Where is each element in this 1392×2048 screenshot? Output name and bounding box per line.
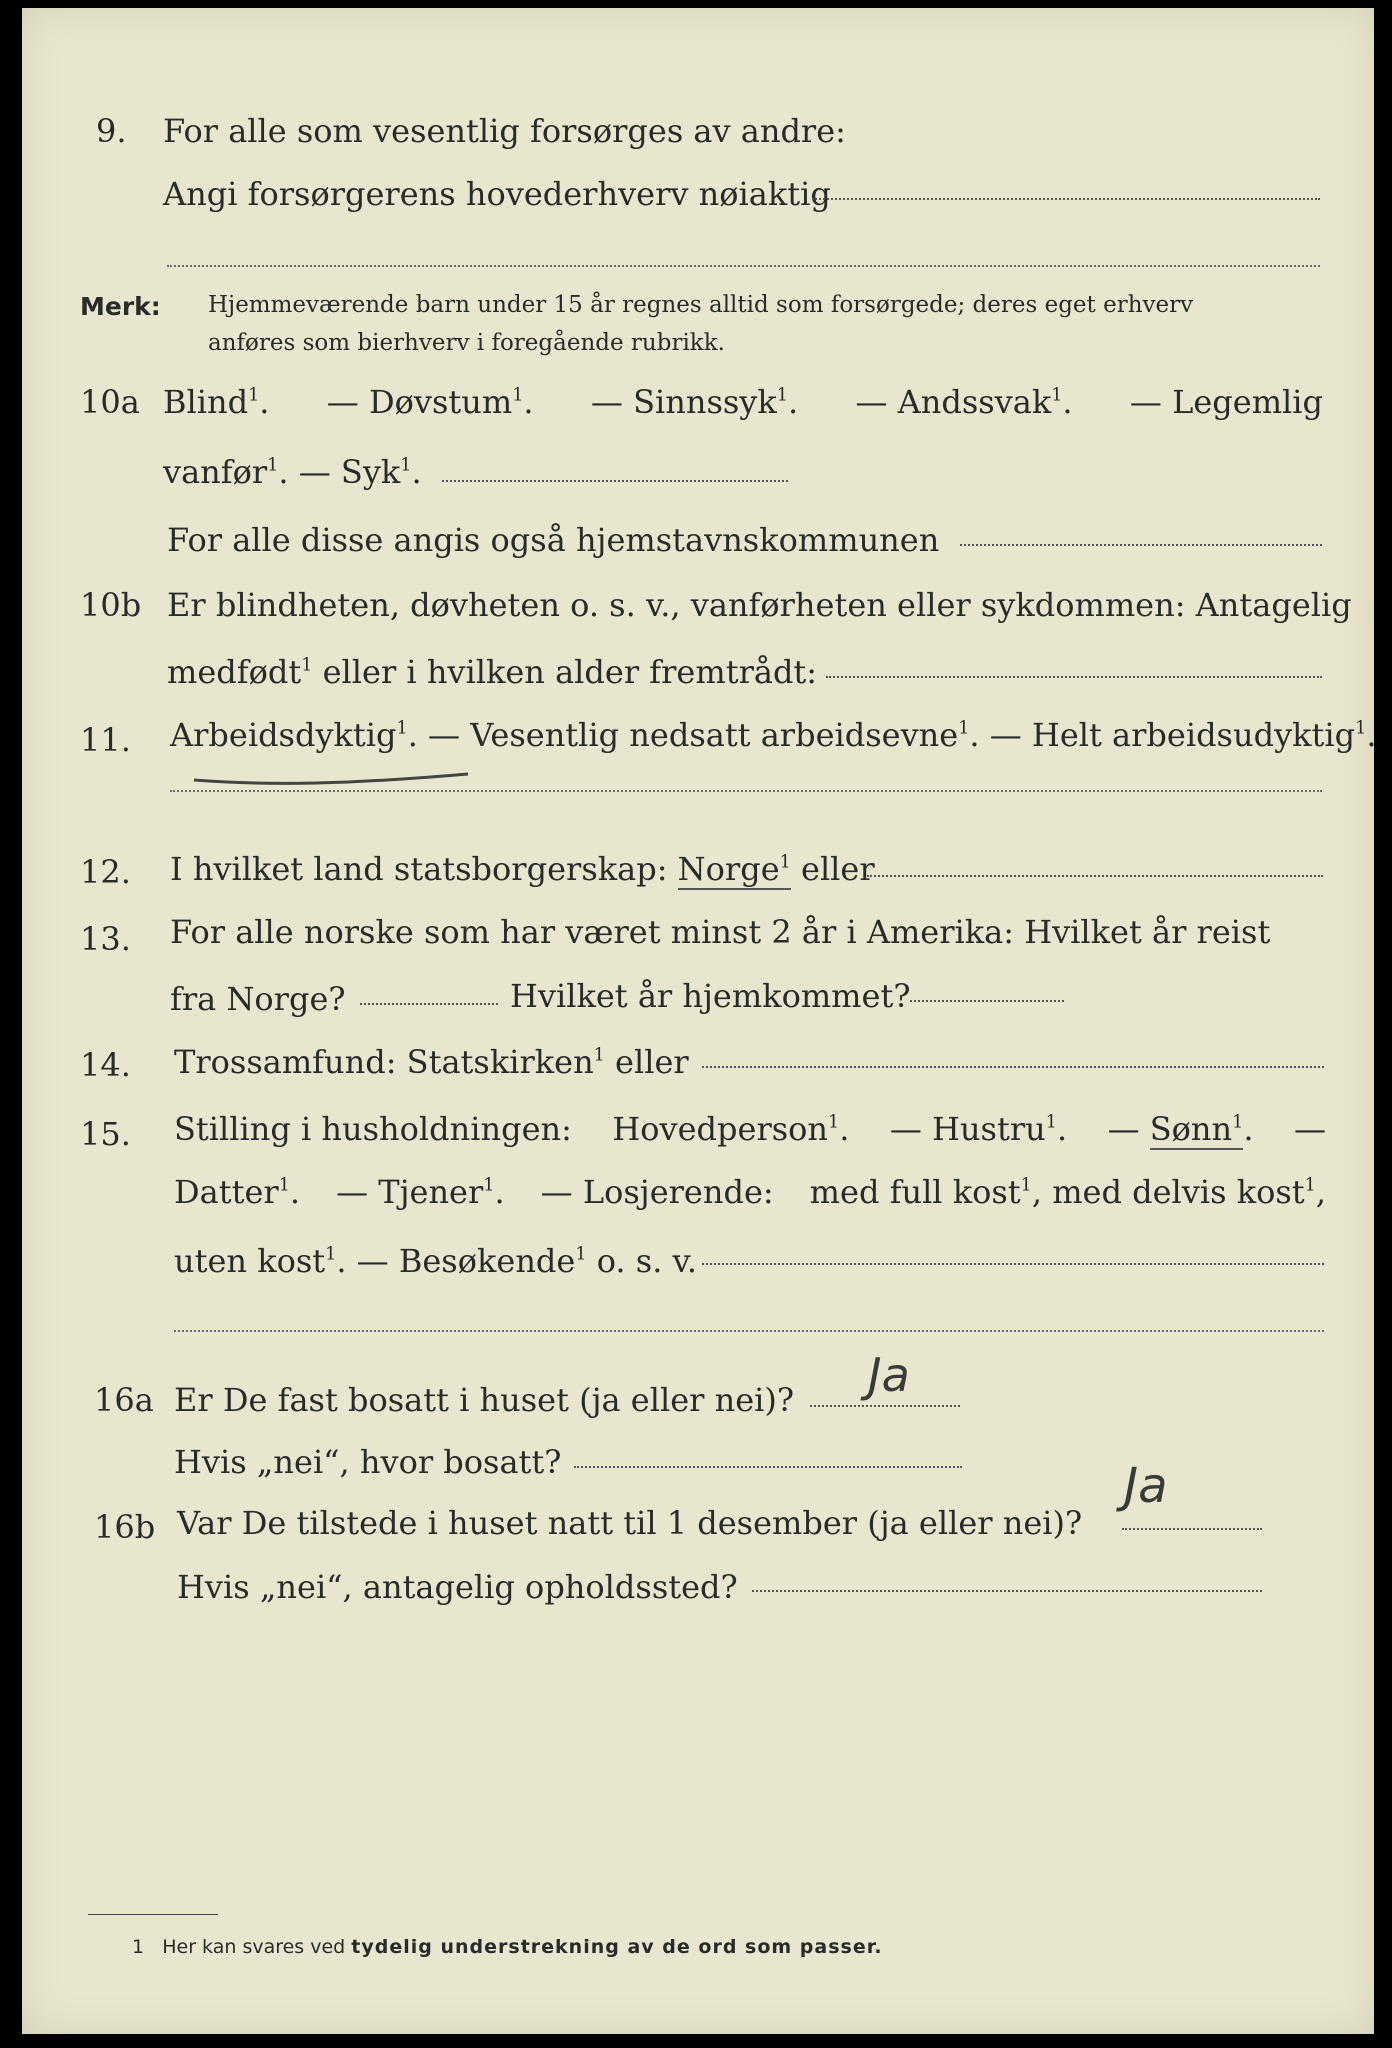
q12-number: 12.: [80, 853, 131, 891]
q10a-dovstum: — Døvstum$^1$.: [326, 383, 534, 421]
q16b-where-line[interactable]: [752, 1590, 1262, 1592]
q16a-answer-line[interactable]: [810, 1405, 960, 1407]
q15-number: 15.: [80, 1115, 131, 1153]
merk-line1: Hjemmeværende barn under 15 år regnes alltid som forsørgede; deres eget erhverv: [208, 292, 1194, 318]
q14-line: Trossamfund: Statskirken$^1$ eller: [174, 1043, 689, 1081]
q9-number: 9.: [96, 112, 127, 150]
q11-number: 11.: [80, 721, 131, 759]
q13-year-returned-line[interactable]: [910, 1000, 1064, 1002]
q16b-answer-line[interactable]: [1122, 1528, 1262, 1530]
q16a-line1: Er De fast bosatt i huset (ja eller nei)?: [174, 1381, 795, 1419]
q9-line2: Angi forsørgerens hovederhverv nøiaktig: [163, 175, 831, 213]
q9-answer-line[interactable]: [812, 198, 1320, 200]
q12-line: I hvilket land statsborgerskap: Norge$^1$ eller: [170, 850, 875, 888]
footnote-separator: [88, 1914, 218, 1915]
q15-answer-line[interactable]: [702, 1263, 1324, 1265]
q14-answer-line[interactable]: [702, 1066, 1324, 1068]
footnote: 1 Her kan svares ved tydelig understrekning av de ord som passer.: [132, 1936, 883, 1958]
q16a-number: 16a: [94, 1381, 154, 1419]
q10b-answer-line[interactable]: [826, 676, 1322, 678]
census-form-page: [22, 8, 1377, 2034]
q16b-number: 16b: [94, 1508, 156, 1546]
q13-line2a: fra Norge?: [170, 980, 346, 1018]
q10b-line1: Er blindheten, døvheten o. s. v., vanførheten eller sykdommen: Antagelig: [167, 586, 1352, 624]
q15-line3: uten kost$^1$. — Besøkende$^1$ o. s. v.: [174, 1242, 697, 1280]
q13-line1: For alle norske som har været minst 2 år i Amerika: Hvilket år reist: [170, 913, 1271, 951]
q10b-line2: medfødt$^1$ eller i hvilken alder fremtrådt:: [167, 653, 818, 691]
q15-sonn-underlined: Sønn$^1$: [1149, 1110, 1244, 1148]
q10a-legemlig: — Legemlig: [1129, 383, 1323, 421]
q11-handwritten-underline: [192, 766, 472, 790]
q10b-number: 10b: [80, 586, 142, 624]
q13-line2b: Hvilket år hjemkommet?: [510, 977, 911, 1015]
q10a-andssvak: — Andssvak$^1$.: [855, 383, 1073, 421]
q11-line: Arbeidsdyktig$^1$. — Vesentlig nedsatt arbeidsevne$^1$. — Helt arbeidsudyktig$^1$.: [170, 716, 1377, 754]
q10a-line1: [163, 383, 1323, 421]
q9-line1: For alle som vesentlig forsørges av andre:: [163, 112, 846, 150]
q15-line2: Datter$^1$. — Tjener$^1$. — Losjerende: med full kost$^1$, med delvis kost$^1$,: [174, 1173, 1326, 1211]
q10a-line2: vanfør$^1$. — Syk$^1$.: [163, 453, 422, 491]
q11-rule: [170, 790, 1322, 792]
q15-rule: [174, 1330, 1324, 1332]
q16a-line2: Hvis „nei“, hvor bosatt?: [174, 1443, 562, 1481]
q10a-answer-line[interactable]: [442, 480, 788, 482]
q10a-hometown-line[interactable]: [960, 544, 1322, 546]
q10a-sinnssyk: — Sinnssyk$^1$.: [590, 383, 799, 421]
q13-year-left-line[interactable]: [360, 1003, 498, 1005]
q16b-handwritten-answer: Ja: [1124, 1458, 1168, 1514]
q10a-number: 10a: [80, 383, 140, 421]
merk-label: Merk:: [80, 292, 161, 321]
q13-number: 13.: [80, 920, 131, 958]
q14-number: 14.: [80, 1046, 131, 1084]
q9-answer-line-2[interactable]: [167, 265, 1320, 267]
q16b-line1: Var De tilstede i huset natt til 1 desember (ja eller nei)?: [177, 1504, 1083, 1542]
merk-line2: anføres som bierhverv i foregående rubrikk.: [208, 330, 725, 356]
q16b-line2: Hvis „nei“, antagelig opholdssted?: [177, 1568, 738, 1606]
q16a-handwritten-answer: Ja: [868, 1348, 910, 1402]
q12-norge-underlined: Norge$^1$: [677, 850, 791, 888]
q12-answer-line[interactable]: [867, 875, 1323, 877]
q10a-blind: Blind$^1$.: [163, 383, 270, 421]
q16a-where-line[interactable]: [574, 1466, 962, 1468]
q10a-line3: For alle disse angis også hjemstavnskommunen: [167, 521, 940, 559]
q15-line1: Stilling i husholdningen: Hovedperson$^1$. — Hustru$^1$. — Sønn$^1$. —: [174, 1110, 1326, 1148]
